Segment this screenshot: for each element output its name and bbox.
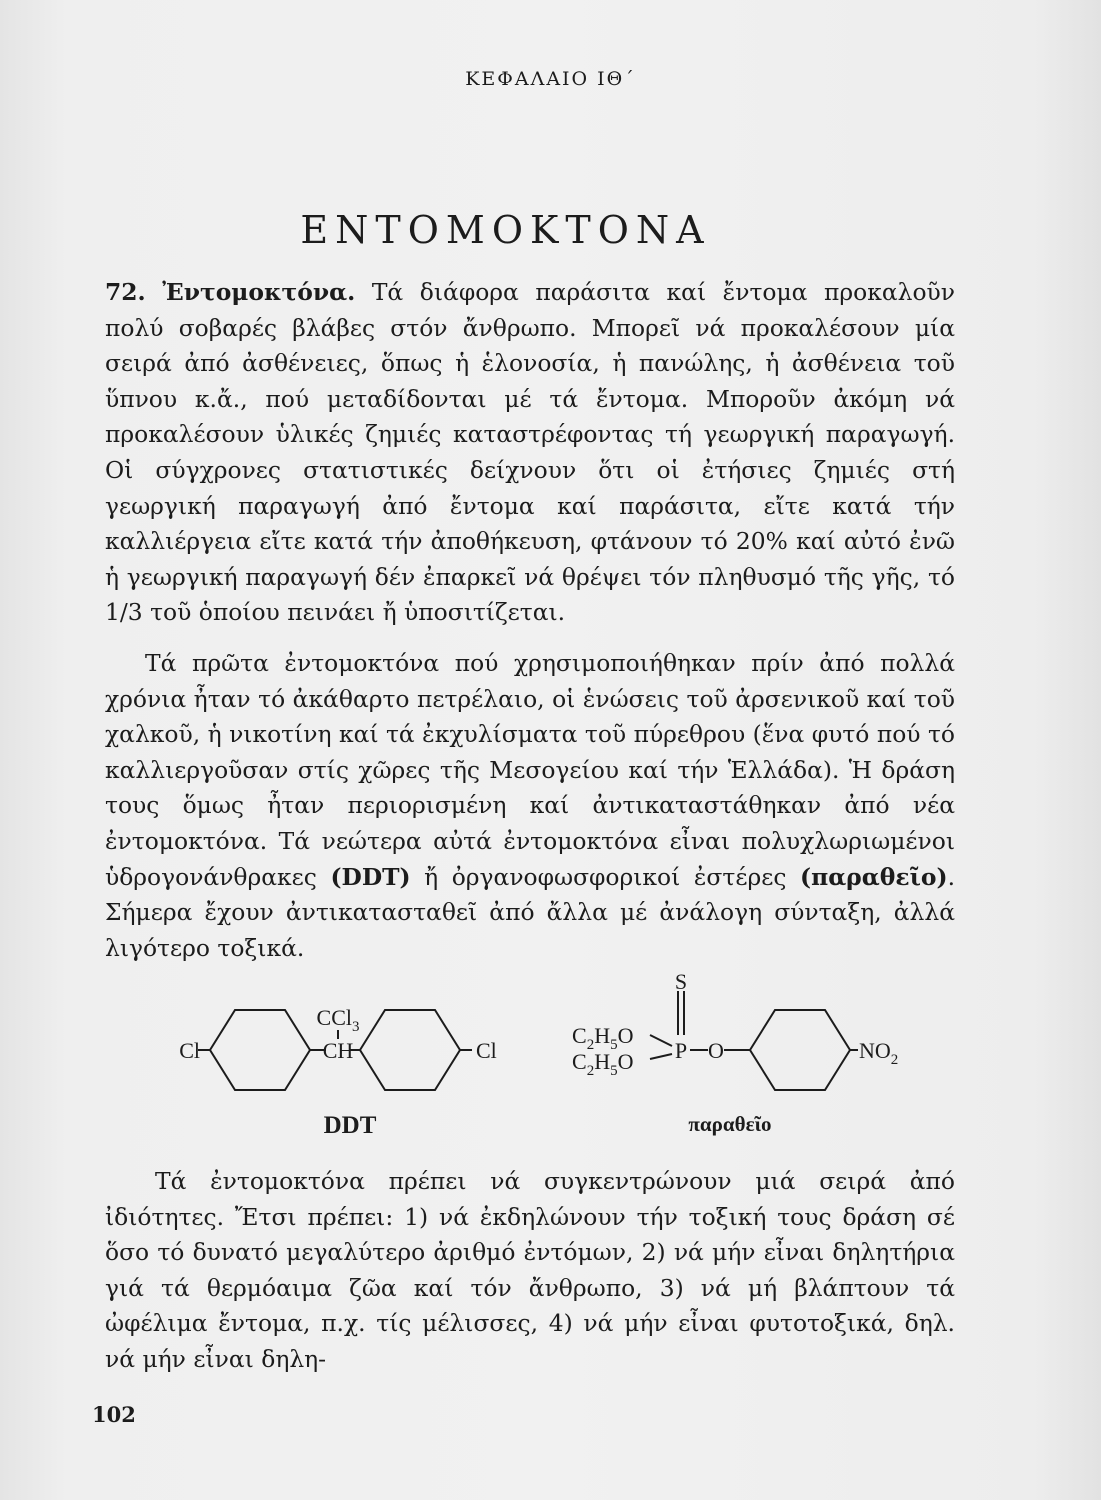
parathion-oxygen: O	[708, 1038, 724, 1063]
parathion-label: παραθεῖο	[688, 1112, 772, 1136]
parathion-term: (παραθεῖο)	[800, 862, 948, 891]
ddt-left-chlorine: Cl	[179, 1038, 200, 1063]
ddt-label: DDT	[323, 1112, 377, 1139]
parathion-ring	[750, 1010, 850, 1090]
paragraph-1-text: Τά διάφορα παράσιτα καί ἔντομα προκαλοῦν πολύ σοβαρές βλάβες στόν ἄνθρωπο. Μπορεῖ νά προκαλέσουν μία σειρά ἀπό ἀσθένειες, ὅπως ἡ ἑλονοσία, ἡ πανώλης, ἡ ἀσθένεια τοῦ ὕπνου κ.ἄ., πού μεταδίδονται μέ τά ἔντομα. Μποροῦν ἀκόμη νά προκαλέσουν ὑλικές ζημιές καταστρέφοντας τή γεωργική παραγωγή. Οἱ σύγχρονες στατιστικές δείχνουν ὅτι οἱ ἐτήσιες ζημιές στή γεωργική παραγωγή ἀπό ἔντομα καί παράσιτα, εἴτε κατά τήν καλλιέργεια εἴτε κατά τήν ἀποθήκευση, φτάνουν τό 20% καί αὐτό ἐνῶ ἡ γεωργική παραγωγή δέν ἐπαρκεῖ νά θρέψει τόν πληθυσμό τῆς γῆς, τό 1/3 τοῦ ὁποίου πεινάει ἤ ὑποσιτίζεται.	[105, 278, 955, 627]
paragraph-2-text-c: . Σήμερα ἔχουν ἀντικατασταθεῖ ἀπό ἄλλα μέ ἀνάλογη σύνταξη, ἀλλά λιγότερο τοξικά.	[105, 862, 955, 962]
ddt-right-chlorine: Cl	[476, 1038, 497, 1063]
parathion-nitro-group: $NO_2$	[859, 1038, 899, 1068]
page-number: 102	[92, 1402, 136, 1427]
ddt-ring-right	[360, 1010, 460, 1090]
paragraph-2-text-a: Τά πρῶτα ἐντομοκτόνα πού χρησιμοποιήθηκαν πρίν ἀπό πολλά χρόνια ἦταν τό ἀκάθαρτο πετρέλαιο, οἱ ἑνώσεις τοῦ ἀρσενικοῦ καί τοῦ χαλκοῦ, ἡ νικοτίνη καί τά ἐκχυλίσματα τοῦ πύρεθρου (ἕνα φυτό πού τό καλλιεργοῦσαν στίς χῶρες τῆς Μεσογείου καί τήν Ἑλλάδα). Ἡ δράση τους ὅμως ἦταν περιορισμένη καί ἀντικαταστάθηκαν ἀπό νέα ἐντομοκτόνα. Τά νεώτερα αὐτά ἐντομοκτόνα εἶναι πολυχλωριωμένοι ὑδρογονάνθρακες	[105, 649, 955, 891]
parathion-ethoxy-2: $C_2H_5O$	[572, 1049, 634, 1079]
paragraph-2-text-b: ἤ ὀργανοφωσφορικοί ἐστέρες	[410, 862, 800, 891]
paragraph-1	[105, 275, 955, 631]
ddt-center-ch: CH	[322, 1038, 354, 1063]
paragraph-3	[105, 1164, 955, 1378]
section-heading: Ἐντομοκτόνα.	[162, 278, 356, 306]
chapter-header: ΚΕΦΑΛΑΙΟ ΙΘ΄	[465, 68, 636, 90]
page-title: ΕΝΤΟΜΟΚΤΟΝΑ	[300, 208, 711, 252]
parathion-phosphorus: P	[674, 1038, 688, 1063]
parathion-sulfur: S	[674, 969, 688, 994]
ddt-term: (DDT)	[330, 862, 411, 891]
ddt-ring-left	[210, 1010, 310, 1090]
ddt-ccl3-group: CCl$_3$	[316, 1005, 360, 1035]
paragraph-2	[105, 646, 955, 966]
section-number: 72.	[105, 278, 146, 306]
chemical-formulas	[160, 965, 920, 1140]
parathion-ethoxy-1: $C_2H_5O$	[572, 1023, 634, 1053]
paragraph-3-text: Τά ἐντομοκτόνα πρέπει νά συγκεντρώνουν μιά σειρά ἀπό ἰδιότητες. Ἔτσι πρέπει: 1) νά ἐκδηλώνουν τήν τοξική τους δράση σέ ὅσο τό δυνατό μεγαλύτερο ἀριθμό ἐντόμων, 2) νά μήν εἶναι δηλητήρια γιά τά θερμόαιμα ζῶα καί τόν ἄνθρωπο, 3) νά μή βλάπτουν τά ὠφέλιμα ἔντομα, π.χ. τίς μέλισσες, 4) νά μήν εἶναι φυτοτοξικά, δηλ. νά μήν εἶναι δηλη-	[105, 1167, 955, 1373]
